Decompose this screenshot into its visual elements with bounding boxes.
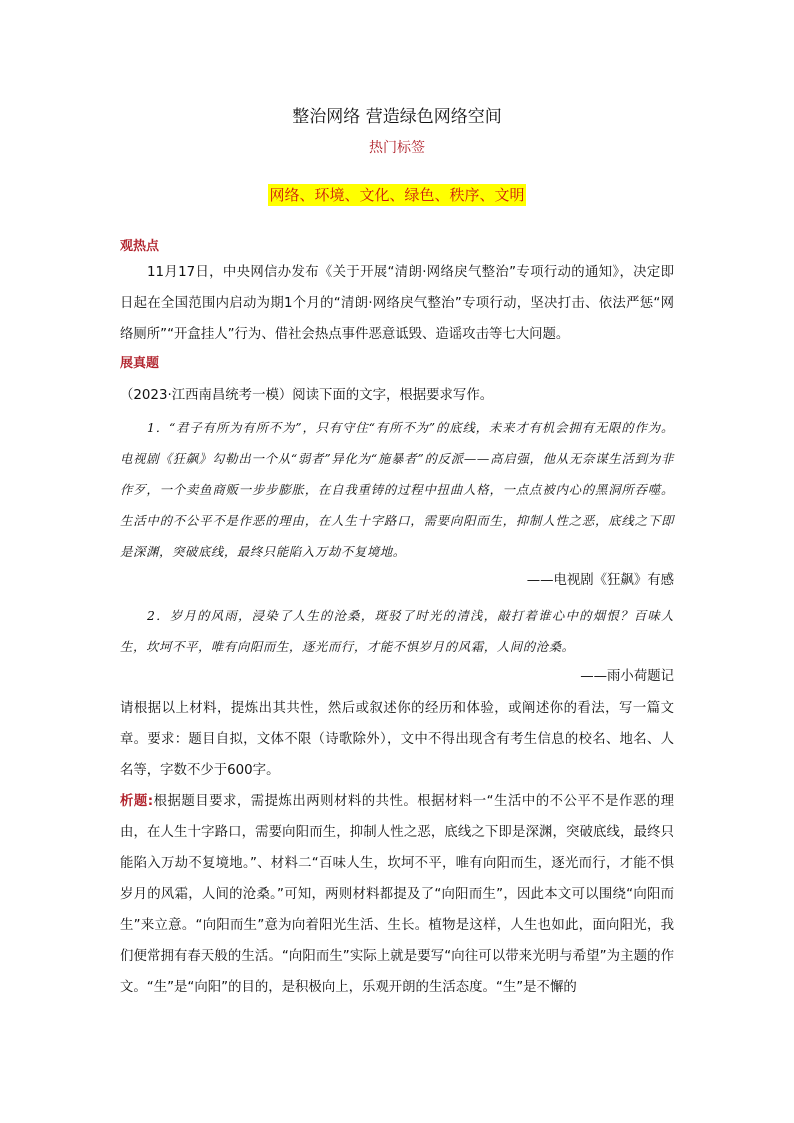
exam-material-2: 2．岁月的风雨，浸染了人生的沧桑，斑驳了时光的清浅，敲打着谁心中的烟恨？百味人生，坎坷不平，唯有向阳而生，逐光而行，才能不惧岁月的风霜，人间的沧桑。: [120, 608, 674, 654]
analysis-paragraph: [120, 786, 674, 1003]
page-title: 整治网络 营造绿色网络空间: [292, 107, 502, 127]
analysis-label: 析题:: [120, 794, 154, 809]
exam-material-1: 1．“君子有所为有所不为”，只有守住“有所不为”的底线，未来才有机会拥有无限的作为。电视剧《狂飙》勾勒出一个从“弱者”异化为“施暴者”的反派——高启强，他从无奈谋生活到为非作歹，一个卖鱼商贩一步步膨胀，在自我重铸的过程中扭曲人格，一点点被内心的黑洞所吞噬。生活中的不公平不是作恶的理由，在人生十字路口，需要向阳而生，抑制人性之恶，底线之下即是深渊，突破底线，最终只能陷入万劫不复境地。: [120, 420, 674, 559]
hot-view-paragraph: 11月17日，中央网信办发布《关于开展“清朗·网络戾气整治”专项行动的通知》，决定即日起在全国范围内启动为期1个月的“清朗·网络戾气整治”专项行动，坚决打击、依法严惩“网络厕所”“开盒挂人”行为、借社会热点事件恶意诋毁、造谣攻击等七大问题。: [120, 265, 674, 342]
material-1-source: ——电视剧《狂飙》有感: [526, 573, 674, 588]
hot-tags-highlight: 网络、环境、文化、绿色、秩序、文明: [269, 186, 525, 204]
analysis-text: 根据题目要求，需提炼出两则材料的共性。根据材料一“生活中的不公平不是作恶的理由，在人生十字路口，需要向阳而生，抑制人性之恶，底线之下即是深渊，突破底线，最终只能陷入万劫不复境地。”、材料二“百味人生，坎坷不平，唯有向阳而生，逐光而行，才能不惧岁月的风霜，人间的沧桑。”可知，两则材料都提及了“向阳而生”，因此本文可以围绕“向阳而生”来立意。“向阳而生”意为向着阳光生活、生长。植物是这样，人生也如此，面向阳光，我们便常拥有春天般的生活。“向阳而生”实际上就是要写“向往可以带来光明与希望”为主题的作文。“生”是“向阳”的目的，是积极向上，乐观开朗的生活态度。“生”是不懈的: [120, 794, 675, 995]
exam-intro: （2023·江西南昌统考一模）阅读下面的文字，根据要求写作。: [120, 388, 494, 403]
tags-row: [0, 184, 794, 206]
material-2-source: ——雨小荷题记: [580, 669, 674, 684]
page-subtitle: 热门标签: [369, 140, 425, 156]
real-exam-heading: 展真题: [120, 356, 160, 371]
exam-requirement: 请根据以上材料，提炼出其共性，然后或叙述你的经历和体验，或阐述你的看法，写一篇文章。要求：题目自拟，文体不限（诗歌除外），文中不得出现含有考生信息的校名、地名、人名等，字数不少于600字。: [120, 701, 674, 778]
hot-view-heading: 观热点: [120, 239, 160, 254]
